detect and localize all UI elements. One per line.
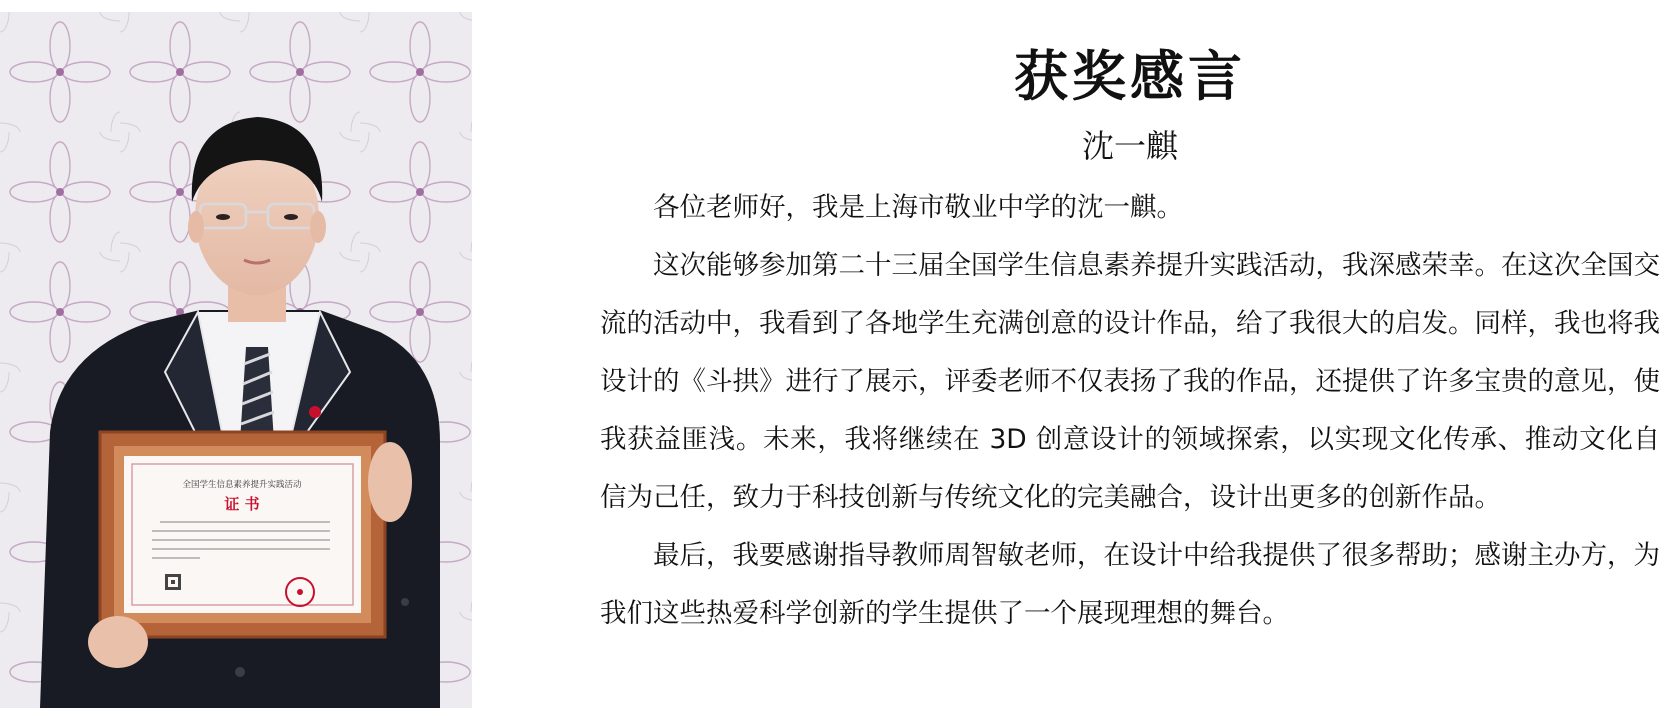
- paragraph-greeting: 各位老师好，我是上海市敬业中学的沈一麒。: [653, 192, 1183, 223]
- speech-article: [600, 20, 1660, 643]
- left-hand: [88, 616, 148, 668]
- paragraph-experience: 这次能够参加第二十三届全国学生信息素养提升实践活动，我深感荣幸。在这次全国交流的活动中，我看到了各地学生充满创意的设计作品，给了我很大的启发。同样，我也将我设计的《斗拱》进行了展示，评委老师不仅表扬了我的作品，还提供了许多宝贵的意见，使我获益匪浅。未来，我将继续在 3D 创意设计的领域探索，以实现文化传承、推动文化自信为己任，致力于科技创新与传统文化的完美融合，设计出更多的创新作品。: [600, 250, 1660, 513]
- page-title: 获奖感言: [1014, 45, 1246, 108]
- certificate-frame: [100, 432, 385, 637]
- certificate-title: 证 书: [224, 495, 260, 513]
- paragraph-thanks: 最后，我要感谢指导教师周智敏老师，在设计中给我提供了很多帮助；感谢主办方，为我们这些热爱科学创新的学生提供了一个展现理想的舞台。: [600, 540, 1660, 629]
- right-hand: [368, 442, 412, 522]
- student-photo: [0, 12, 472, 708]
- certificate-heading: 全国学生信息素养提升实践活动: [182, 480, 302, 490]
- author-name: 沈一麒: [1081, 127, 1178, 165]
